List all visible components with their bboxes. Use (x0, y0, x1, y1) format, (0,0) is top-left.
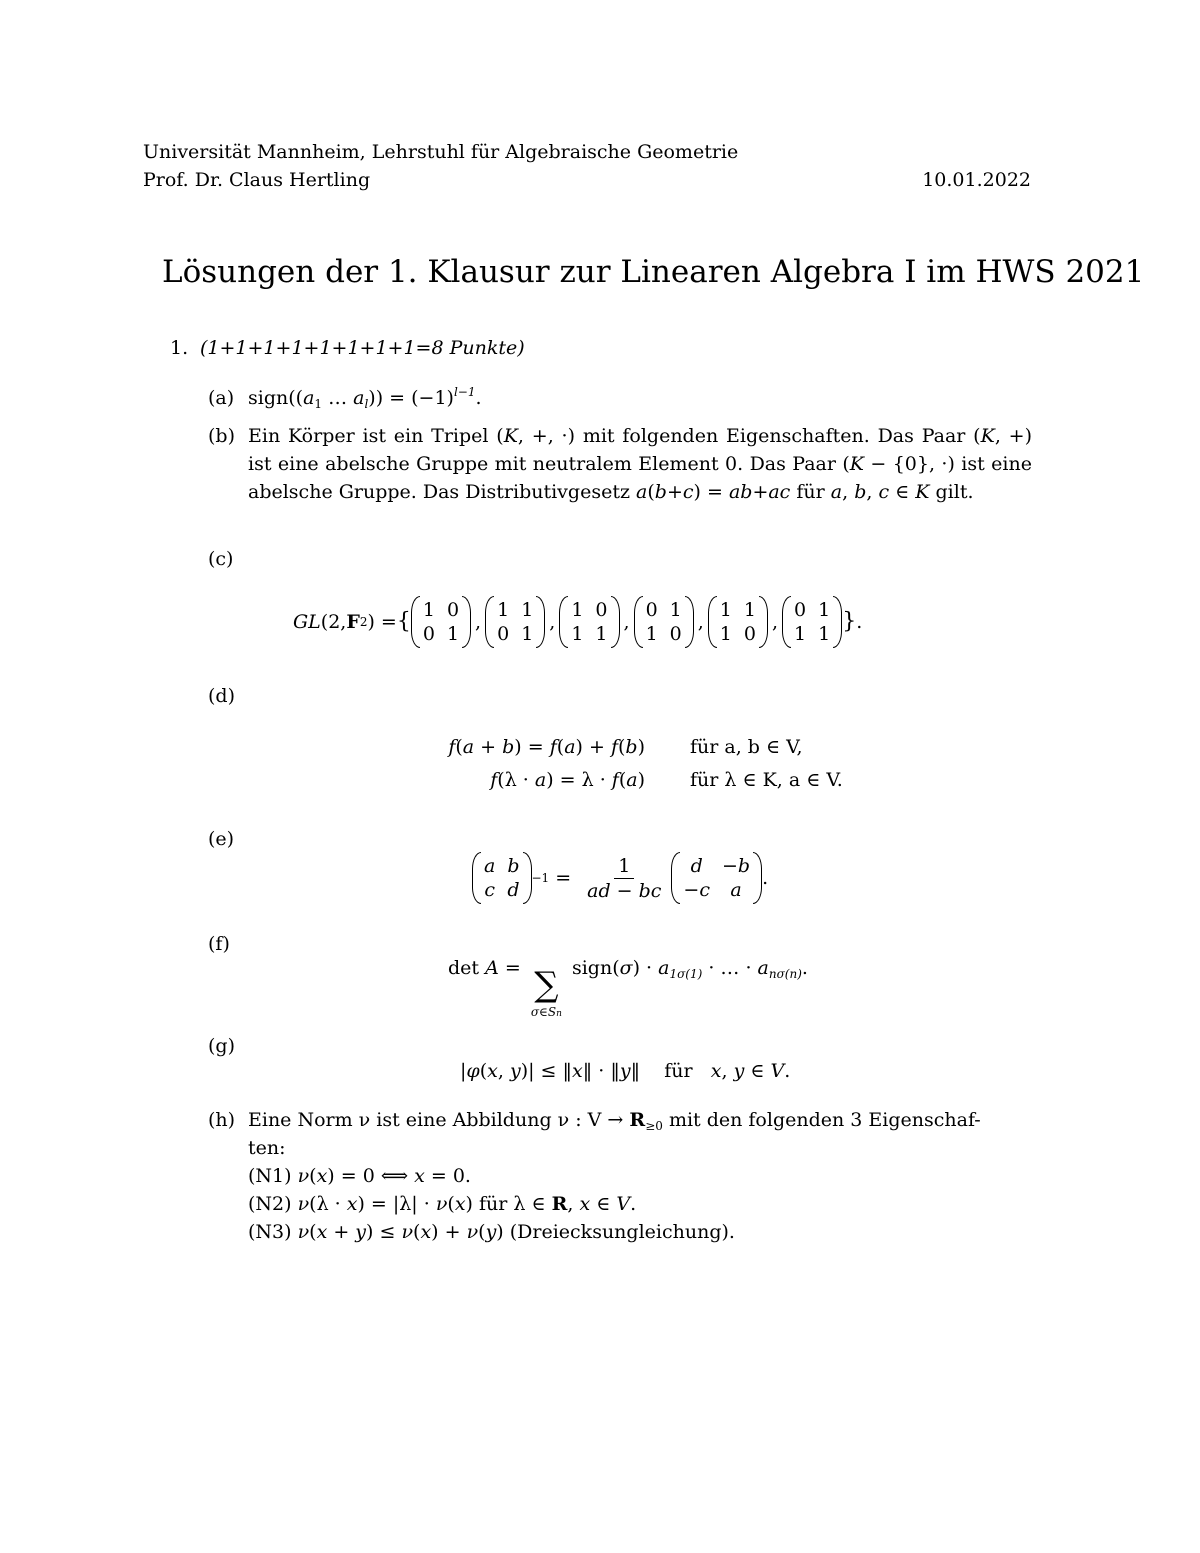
norm-axiom-n3: (N3) ν(x + y) ≤ ν(x) + ν(y) (Dreiecksungleichung). (248, 1221, 735, 1243)
part-h-label: (h) (208, 1109, 236, 1131)
header-institution: Universität Mannheim, Lehrstuhl für Algebraische Geometrie (143, 141, 739, 163)
matrix-entry: 1 (818, 599, 831, 621)
norm-axiom-n2: (N2) ν(λ · x) = |λ| · ν(x) für λ ∈ R, x ∈ V. (248, 1193, 637, 1215)
linearity-additive: f(a + b) = f(a) + f(b) (448, 736, 645, 758)
matrix-entry: 0 (743, 623, 756, 645)
matrix-entry: 1 (818, 623, 831, 645)
part-g-label: (g) (208, 1035, 235, 1057)
matrix-entry: 0 (645, 599, 658, 621)
linearity-homogeneous: f(λ · a) = λ · f(a) (490, 769, 645, 791)
page-title: Lösungen der 1. Klausur zur Linearen Algebra I im HWS 2021 (162, 254, 1145, 290)
linearity-homogeneous-condition: für λ ∈ K, a ∈ V. (690, 769, 843, 791)
inverse-formula: a b c d −1 = $\frac{1}{ad - bc}$ d −b −c a . (472, 852, 768, 904)
gl-matrix (634, 596, 694, 648)
gl-matrix (782, 596, 842, 648)
matrix-entry: 1 (743, 599, 756, 621)
matrix-separator: , (697, 611, 704, 633)
gl-matrix (411, 596, 471, 648)
part-a-label: (a) (208, 387, 235, 409)
part-f-label: (f) (208, 933, 230, 955)
matrix-entry: 1 (422, 599, 435, 621)
matrix-entry: 1 (571, 623, 584, 645)
part-c-label: (c) (208, 548, 234, 570)
matrix-separator: , (771, 611, 779, 633)
matrix-entry: 0 (595, 599, 608, 621)
matrix-separator: , (549, 611, 556, 633)
matrix-entry: 1 (521, 599, 534, 621)
matrix-entry: 1 (521, 623, 534, 645)
gl-matrix (485, 596, 545, 648)
norm-axiom-n1: (N1) ν(x) = 0 ⟺ x = 0. (248, 1165, 471, 1187)
matrix-entry: 1 (446, 623, 460, 645)
part-d-label: (d) (208, 685, 235, 707)
matrix-entry: 1 (719, 623, 732, 645)
problem-points: (1+1+1+1+1+1+1+1=8 Punkte) (200, 337, 525, 359)
gl-matrix (559, 596, 619, 648)
linearity-additive-condition: für a, b ∈ V, (690, 736, 803, 758)
part-b-text: Ein Körper ist ein Tripel (K, +, ·) mit folgenden Eigenschaften. Das Paar (K, +) ist eine abelsche Gruppe mit neutralem Element 0. Das Paar (K − {0}, ·) ist eine abelsche Gruppe. Das Distributivgesetz a(b+c) = ab+ac für a, b, c ∈ K gilt. (248, 425, 1033, 503)
part-a-formula: $sign((a_1$ … $a_l)) = (-1)^{l-1}$. (248, 385, 482, 411)
matrix-entry: 1 (571, 599, 584, 621)
matrix-separator: , (623, 611, 630, 633)
matrix-separator: , (475, 611, 482, 633)
problem-number: 1. (170, 337, 189, 359)
header-date: 10.01.2022 (922, 169, 1031, 191)
matrix-entry: 0 (497, 623, 510, 645)
part-b-label: (b) (208, 425, 235, 447)
matrix-entry: 0 (794, 599, 807, 621)
gl2-formula: GL (2, F 2 ) = { 1 0 0 1 , 1 1 0 1 , 1 0 1 1 , 0 1 1 0 , 1 1 1 0 , 0 1 1 1 } . (293, 596, 862, 648)
matrix-entry: 1 (794, 623, 807, 645)
gl-matrix (708, 596, 768, 648)
part-h-text: Eine Norm ν ist eine Abbildung ν : $V \to R_{\ge 0}$ mit den folgenden 3 Eigenschaf- ten: (N1) ν(x) = 0 ⟺ x = 0. (N2) ν(λ · x) = |λ| · ν(x) für λ ∈ R, x ∈ V. (N3) ν(x + y) ≤ ν(x) + ν(y) (Dreiecksungleichung). (248, 1106, 1032, 1246)
cauchy-schwarz: |φ(x, y)| ≤ ‖x‖ · ‖y‖ für x, y ∈ V. (460, 1060, 791, 1082)
matrix-entry: 1 (719, 599, 732, 621)
matrix-entry: 1 (669, 599, 682, 621)
header-professor: Prof. Dr. Claus Hertling (143, 169, 371, 191)
matrix-entry: 1 (645, 623, 658, 645)
matrix-entry: 1 (497, 599, 510, 621)
matrix-entry: 0 (669, 623, 682, 645)
matrix-entry: 0 (422, 623, 435, 645)
matrix-entry: 1 (595, 623, 608, 645)
leibniz-formula: det A = ∑ σ∈Sn sign(σ) · $a_{1\sigma(1)}$ · … · $a_{n\sigma(n)}$. (448, 957, 808, 1019)
matrix-entry: 0 (446, 599, 460, 621)
part-e-label: (e) (208, 828, 235, 850)
